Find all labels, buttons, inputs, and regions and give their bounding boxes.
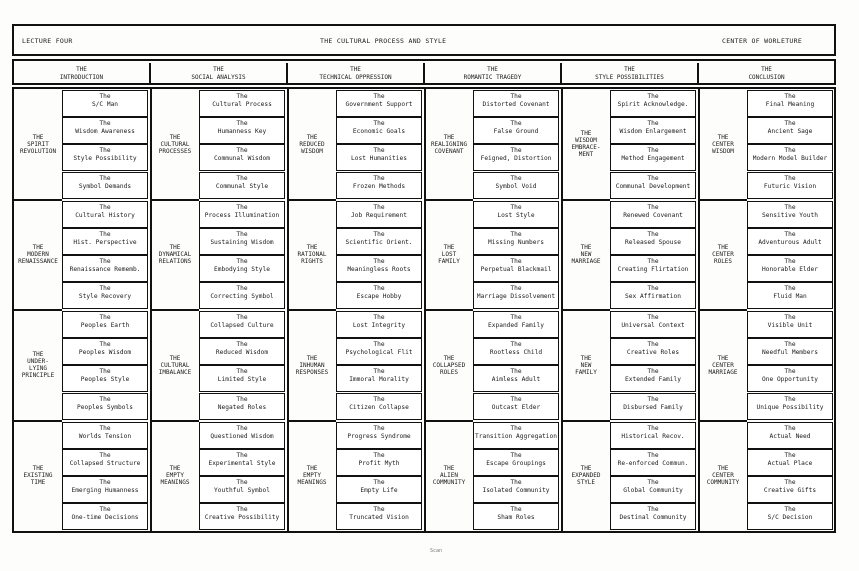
chart-item: The Universal Context [610,311,696,338]
chart-item: The Needful Members [747,338,833,365]
chart-item: The Experimental Style [199,449,285,476]
lecture-label: LECTURE FOUR [22,37,73,45]
chart-item: The Creative Gifts [747,476,833,503]
chart-item: The Modern Model Builder [747,144,833,171]
row-category-label: THE INHUMAN RESPONSES [295,354,329,376]
row-divider [288,309,336,311]
chart-item: The Transition Aggregation [473,422,559,449]
chart-item: The Feigned, Distortion [473,144,559,171]
chart-item: The Outcast Elder [473,393,559,420]
row-category-label: THE COLLAPSED ROLES [432,354,466,376]
row-category-label: THE CENTER COMMUNITY [706,465,740,487]
chart-item: The Sex Affirmation [610,282,696,309]
chart-item: The Peoples Wisdom [62,338,148,365]
row-divider [562,199,610,201]
row-category-label: THE DYNAMICAL RELATIONS [158,244,192,266]
section-title: THE STYLE POSSIBILITIES [562,63,699,85]
row-divider [562,420,610,422]
chart-item: The Psychological Flit [336,338,422,365]
chart-item: The Hist. Perspective [62,228,148,255]
center-label: CENTER OF WORLETURE [722,37,803,45]
chart-item: The Collapsed Structure [62,449,148,476]
row-category-label: THE SPIRIT REVOLUTION [19,133,57,155]
row-divider [288,420,336,422]
chart-item: The Actual Need [747,422,833,449]
chart-item: The Re-enforced Commun. [610,449,696,476]
chart-item: The Worlds Tension [62,422,148,449]
section-title: THE ROMANTIC TRAGEDY [425,63,562,85]
row-category-label: THE MODERN RENAISSANCE [18,244,58,266]
row-category-label: THE UNDER- LYING PRINCIPLE [21,351,55,380]
chart-item: The Futuric Vision [747,172,833,199]
row-divider [425,309,473,311]
chart-item: The Released Spouse [610,228,696,255]
chart-item: The Visible Unit [747,311,833,338]
chart-item: The Communal Wisdom [199,144,285,171]
chart-item: The Escape Groupings [473,449,559,476]
chart-item: The Meaningless Roots [336,255,422,282]
chart-item: The False Ground [473,117,559,144]
row-category-label: THE CENTER MARRIAGE [708,354,738,376]
chart-item: The Wisdom Awareness [62,117,148,144]
chart-item: The Sustaining Wisdom [199,228,285,255]
row-divider [425,199,473,201]
chart-item: The Ancient Sage [747,117,833,144]
row-divider [151,420,199,422]
chart-item: The Lost Style [473,201,559,228]
chart-item: The Symbol Void [473,172,559,199]
chart-item: The Sensitive Youth [747,201,833,228]
row-category-label: THE EMPTY MEANINGS [160,465,190,487]
chart-item: The Renaissance Rememb. [62,255,148,282]
row-category-label: THE WISDOM EMBRACE- MENT [571,130,601,159]
row-category-label: THE CULTURAL PROCESSES [158,133,192,155]
row-category-label: THE CULTURAL IMBALANCE [158,354,192,376]
chart-item: The Style Possibility [62,144,148,171]
row-divider [699,199,747,201]
chart-item: The Peoples Symbols [62,393,148,420]
section-title: THE TECHNICAL OPPRESSION [288,63,425,85]
chart-item: The Frozen Methods [336,172,422,199]
chart-item: The Collapsed Culture [199,311,285,338]
chart-item: The Lost Humanities [336,144,422,171]
chart-item: The Lost Integrity [336,311,422,338]
chart-item: The Style Recovery [62,282,148,309]
row-divider [14,309,62,311]
chart-item: The Creative Roles [610,338,696,365]
chart-item: The Cultural History [62,201,148,228]
section-title: THE INTRODUCTION [14,63,151,85]
chart-item: The Disbursed Family [610,393,696,420]
row-divider [151,309,199,311]
row-category-label: THE LOST FAMILY [438,244,460,266]
chart-item: The Scientific Orient. [336,228,422,255]
row-category-label: THE ALIEN COMMUNITY [432,465,466,487]
chart-item: The One Opportunity [747,365,833,392]
chart-item: The Destinal Community [610,503,696,530]
chart-item: The Cultural Process [199,90,285,117]
chart-item: The Profit Myth [336,449,422,476]
header-bar [12,24,836,56]
chart-item: The Peoples Earth [62,311,148,338]
chart-item: The Renewed Covenant [610,201,696,228]
chart-item: The Humanness Key [199,117,285,144]
chart-item: The Citizen Collapse [336,393,422,420]
row-category-label: THE EXPANDED STYLE [571,465,601,487]
chart-item: The One-time Decisions [62,503,148,530]
chart-item: The Sham Roles [473,503,559,530]
chart-item: The Adventurous Adult [747,228,833,255]
chart-item: The Limited Style [199,365,285,392]
chart-item: The Global Community [610,476,696,503]
row-divider [151,199,199,201]
section-title: THE SOCIAL ANALYSIS [151,63,288,85]
chart-item: The Extended Family [610,365,696,392]
chart-item: The Distorted Covenant [473,90,559,117]
row-category-label: THE NEW MARRIAGE [571,244,601,266]
chart-item: The Wisdom Enlargement [610,117,696,144]
chart-item: The Questioned Wisdom [199,422,285,449]
chart-item: The Embodying Style [199,255,285,282]
chart-item: The Youthful Symbol [199,476,285,503]
chart-item: The Actual Place [747,449,833,476]
row-category-label: THE REDUCED WISDOM [299,133,325,155]
chart-item: The Expanded Family [473,311,559,338]
row-divider [699,309,747,311]
chart-item: The Historical Recov. [610,422,696,449]
chart-item: The Creating Flirtation [610,255,696,282]
row-divider [288,199,336,201]
chart-item: The Negated Roles [199,393,285,420]
row-divider [14,199,62,201]
chart-item: The Economic Goals [336,117,422,144]
scan-mark: Scan [430,548,443,554]
chart-item: The Communal Development [610,172,696,199]
document-title: THE CULTURAL PROCESS AND STYLE [320,37,447,45]
row-category-label: THE CENTER ROLES [712,244,734,266]
row-category-label: THE RATIONAL RIGHTS [297,244,327,266]
chart-item: The Process Illumination [199,201,285,228]
row-category-label: THE EMPTY MEANINGS [297,465,327,487]
chart-grid [12,87,836,533]
row-divider [562,309,610,311]
chart-item: The Job Requirement [336,201,422,228]
row-divider [425,420,473,422]
row-divider [14,420,62,422]
chart-item: The Rootless Child [473,338,559,365]
chart-item: The Reduced Wisdom [199,338,285,365]
chart-item: The Truncated Vision [336,503,422,530]
chart-item: The Perpetual Blackmail [473,255,559,282]
chart-item: The Unique Possibility [747,393,833,420]
row-category-label: THE CENTER WISDOM [712,133,734,155]
chart-item: The Final Meaning [747,90,833,117]
chart-item: The Aimless Adult [473,365,559,392]
row-category-label: THE NEW FAMILY [575,354,597,376]
section-header-row [12,59,836,85]
chart-item: The Progress Syndrome [336,422,422,449]
section-title: THE CONCLUSION [748,66,785,81]
chart-item: The Spirit Acknowledge. [610,90,696,117]
chart-item: The Marriage Dissolvement [473,282,559,309]
chart-item: The Missing Numbers [473,228,559,255]
chart-item: The Empty Life [336,476,422,503]
chart-item: The Fluid Man [747,282,833,309]
row-category-label: THE REALIGNING COVENANT [430,133,468,155]
row-divider [699,420,747,422]
chart-item: The Method Engagement [610,144,696,171]
chart-item: The Emerging Humanness [62,476,148,503]
chart-item: The Immoral Morality [336,365,422,392]
chart-item: The Creative Possibility [199,503,285,530]
row-category-label: THE EXISTING TIME [23,465,53,487]
chart-item: The Peoples Style [62,365,148,392]
chart-item: The Symbol Demands [62,172,148,199]
chart-item: The Escape Hobby [336,282,422,309]
chart-item: The S/C Man [62,90,148,117]
chart-item: The Correcting Symbol [199,282,285,309]
chart-item: The Government Support [336,90,422,117]
chart-item: The Honorable Elder [747,255,833,282]
chart-item: The Isolated Community [473,476,559,503]
chart-item: The Communal Style [199,172,285,199]
chart-item: The S/C Decision [747,503,833,530]
